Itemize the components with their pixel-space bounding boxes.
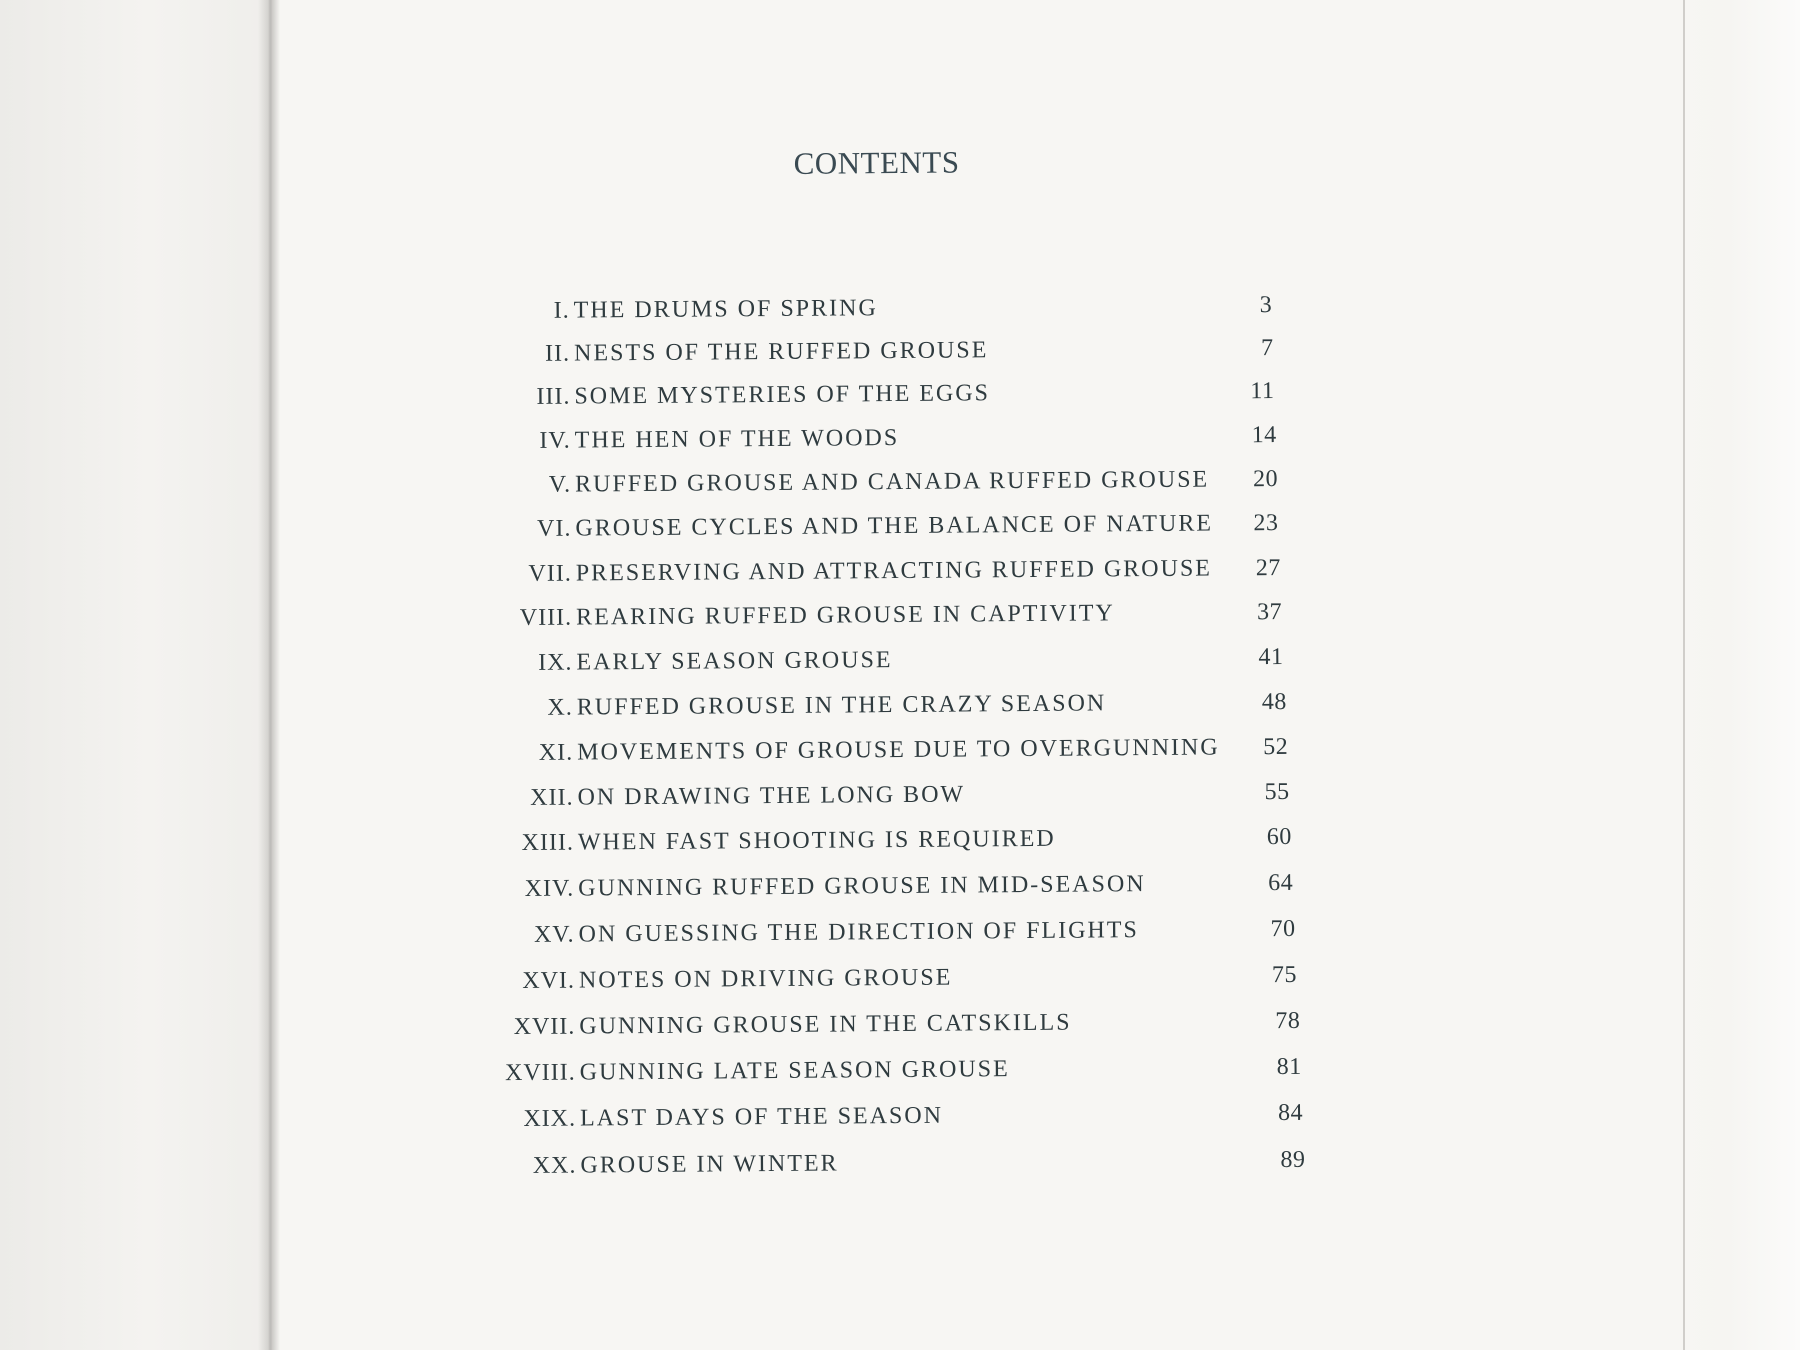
toc-entry (0, 595, 1800, 645)
chapter-number: VI. (536, 515, 572, 542)
page-number: 41 (1258, 643, 1284, 671)
page-number: 89 (1280, 1146, 1306, 1174)
page-number: 75 (1271, 961, 1298, 989)
chapter-number: IX. (538, 649, 573, 676)
toc-entry (0, 551, 1800, 601)
toc-entry (4, 1050, 1800, 1100)
chapter-title: EARLY SEASON GROUSE (576, 647, 893, 676)
chapter-number: VII. (528, 560, 572, 587)
page-number: 84 (1277, 1099, 1304, 1127)
chapter-title: NOTES ON DRIVING GROUSE (578, 964, 953, 994)
chapter-number: XVI. (522, 967, 576, 994)
chapter-number: XV. (533, 921, 575, 948)
chapter-number: V. (548, 471, 572, 498)
toc-entry (4, 1096, 1800, 1146)
chapter-title: GROUSE CYCLES AND THE BALANCE OF NATURE (575, 510, 1214, 542)
chapter-title: LAST DAYS OF THE SEASON (579, 1102, 944, 1132)
chapter-number: IV. (539, 427, 571, 454)
chapter-number: XIV. (524, 875, 575, 902)
toc-entry (1, 730, 1800, 780)
chapter-title: SOME MYSTERIES OF THE EGGS (574, 380, 991, 410)
page-number: 20 (1252, 466, 1279, 493)
chapter-number: I. (553, 297, 570, 324)
chapter-title: GUNNING LATE SEASON GROUSE (579, 1056, 1010, 1086)
chapter-number: X. (547, 694, 573, 721)
toc-entry (1, 685, 1800, 735)
contents-heading: CONTENTS (793, 144, 960, 181)
toc-entry (0, 331, 1798, 381)
page-number: 48 (1261, 688, 1287, 716)
chapter-title: MOVEMENTS OF GROUSE DUE TO OVERGUNNING (577, 734, 1220, 766)
chapter-number: XIX. (523, 1105, 577, 1132)
chapter-title: NESTS OF THE RUFFED GROUSE (573, 337, 989, 367)
page-number: 27 (1255, 555, 1281, 582)
chapter-title: WHEN FAST SHOOTING IS REQUIRED (577, 825, 1056, 856)
chapter-number: XII. (530, 784, 574, 811)
page-number: 78 (1275, 1007, 1301, 1035)
page-number: 64 (1268, 869, 1294, 897)
chapter-number: II. (544, 340, 571, 367)
toc-entry (4, 1143, 1800, 1193)
chapter-number: III. (536, 383, 571, 410)
chapter-title: REARING RUFFED GROUSE IN CAPTIVITY (576, 600, 1115, 631)
chapter-title: RUFFED GROUSE IN THE CRAZY SEASON (576, 690, 1107, 721)
page-number: 14 (1251, 422, 1277, 449)
page-number: 81 (1276, 1053, 1302, 1081)
page-number: 3 (1259, 292, 1273, 319)
chapter-title: THE HEN OF THE WOODS (574, 425, 900, 454)
toc-entry (0, 506, 1800, 556)
toc-entry (0, 418, 1799, 468)
page-number: 70 (1270, 915, 1296, 943)
page-number: 52 (1263, 733, 1289, 761)
chapter-number: VIII. (519, 604, 573, 631)
page-number: 55 (1264, 778, 1290, 806)
chapter-title: GROUSE IN WINTER (580, 1150, 839, 1179)
page-number: 60 (1266, 823, 1292, 851)
toc-entry (0, 640, 1800, 690)
toc-entry (3, 1004, 1800, 1054)
page-number: 7 (1260, 335, 1274, 362)
chapter-number: XIII. (521, 829, 574, 856)
chapter-title: PRESERVING AND ATTRACTING RUFFED GROUSE (575, 555, 1213, 587)
chapter-number: XX. (532, 1152, 577, 1179)
page-number: 23 (1253, 510, 1279, 537)
page-number: 11 (1250, 378, 1275, 405)
chapter-title: GUNNING RUFFED GROUSE IN MID-SEASON (578, 871, 1146, 902)
toc-entry (0, 462, 1799, 512)
chapter-title: RUFFED GROUSE AND CANADA RUFFED GROUSE (574, 466, 1210, 498)
chapter-title: THE DRUMS OF SPRING (573, 295, 878, 324)
chapter-number: XVII. (513, 1013, 576, 1041)
toc-entry (0, 374, 1799, 424)
chapter-title: ON DRAWING THE LONG BOW (577, 781, 966, 811)
toc-entry (3, 958, 1800, 1008)
toc-entry (0, 288, 1798, 338)
chapter-number: XVIII. (504, 1059, 576, 1087)
toc-entry (1, 775, 1800, 825)
chapter-number: XI. (538, 739, 574, 766)
chapter-title: ON GUESSING THE DIRECTION OF FLIGHTS (578, 917, 1139, 948)
toc-entry (2, 866, 1800, 916)
toc-entry (3, 912, 1800, 962)
toc-entry (2, 820, 1800, 870)
chapter-title: GUNNING GROUSE IN THE CATSKILLS (579, 1009, 1072, 1040)
page-number: 37 (1257, 598, 1283, 626)
